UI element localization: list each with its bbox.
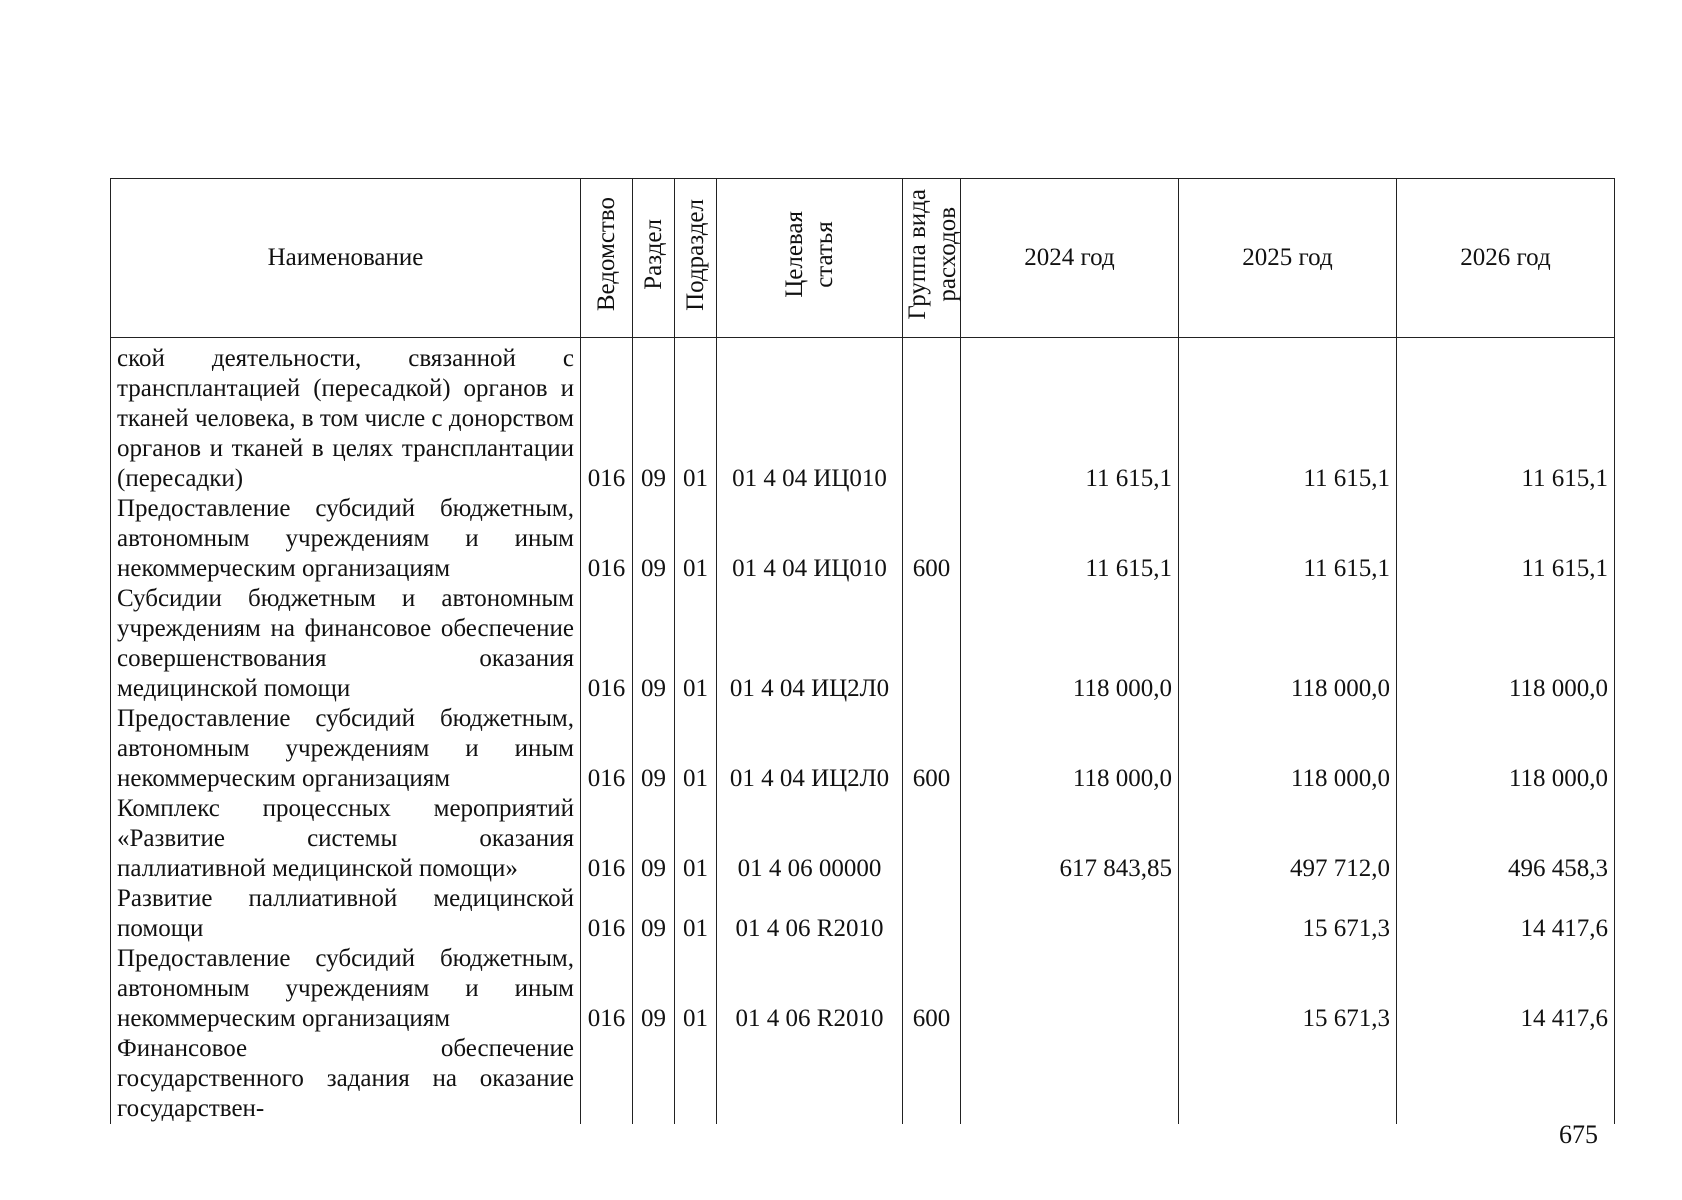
row-razdel: 09 bbox=[633, 338, 675, 495]
row-razdel: 09 bbox=[633, 884, 675, 944]
row-group bbox=[903, 884, 961, 944]
header-vedomstvo: Ведомство bbox=[581, 179, 633, 338]
row-2024 bbox=[961, 884, 1179, 944]
row-2025: 11 615,1 bbox=[1179, 338, 1397, 495]
row-2026: 14 417,6 bbox=[1397, 944, 1615, 1034]
row-2025: 118 000,0 bbox=[1179, 584, 1397, 704]
row-target: 01 4 04 ИЦ2Л0 bbox=[717, 584, 903, 704]
row-target bbox=[717, 1034, 903, 1124]
row-name: Предоставление субсидий бюджетным, автономным учреждениям и иным некоммерческим организациям bbox=[111, 494, 581, 584]
header-year-2026: 2026 год bbox=[1397, 179, 1615, 338]
row-2025: 118 000,0 bbox=[1179, 704, 1397, 794]
row-target: 01 4 04 ИЦ010 bbox=[717, 494, 903, 584]
table-row bbox=[111, 494, 1615, 584]
header-target-article: Целевая статья bbox=[717, 179, 903, 338]
table-header-row bbox=[111, 179, 1615, 338]
row-2024: 118 000,0 bbox=[961, 704, 1179, 794]
row-target: 01 4 04 ИЦ2Л0 bbox=[717, 704, 903, 794]
row-vedomstvo: 016 bbox=[581, 884, 633, 944]
table-row bbox=[111, 884, 1615, 944]
row-vedomstvo: 016 bbox=[581, 584, 633, 704]
row-podrazdel: 01 bbox=[675, 494, 717, 584]
row-group bbox=[903, 1034, 961, 1124]
table-row bbox=[111, 794, 1615, 884]
row-razdel: 09 bbox=[633, 704, 675, 794]
header-podrazdel: Подраздел bbox=[675, 179, 717, 338]
row-podrazdel: 01 bbox=[675, 884, 717, 944]
header-razdel: Раздел bbox=[633, 179, 675, 338]
row-2026: 118 000,0 bbox=[1397, 704, 1615, 794]
row-group bbox=[903, 338, 961, 495]
row-name: Субсидии бюджетным и автономным учреждениям на финансовое обеспечение совершенствования оказания медицинской помощи bbox=[111, 584, 581, 704]
row-2026 bbox=[1397, 1034, 1615, 1124]
row-vedomstvo: 016 bbox=[581, 794, 633, 884]
row-2024: 118 000,0 bbox=[961, 584, 1179, 704]
row-group bbox=[903, 794, 961, 884]
row-2026: 11 615,1 bbox=[1397, 338, 1615, 495]
row-group: 600 bbox=[903, 494, 961, 584]
row-2025 bbox=[1179, 1034, 1397, 1124]
row-group bbox=[903, 584, 961, 704]
row-2025: 15 671,3 bbox=[1179, 944, 1397, 1034]
row-podrazdel: 01 bbox=[675, 338, 717, 495]
table-row bbox=[111, 338, 1615, 495]
row-2026: 14 417,6 bbox=[1397, 884, 1615, 944]
row-target: 01 4 06 R2010 bbox=[717, 944, 903, 1034]
row-name: Комплекс процессных мероприятий «Развитие системы оказания паллиативной медицинской помощи» bbox=[111, 794, 581, 884]
table-row bbox=[111, 944, 1615, 1034]
row-vedomstvo: 016 bbox=[581, 494, 633, 584]
row-2026: 118 000,0 bbox=[1397, 584, 1615, 704]
row-target: 01 4 04 ИЦ010 bbox=[717, 338, 903, 495]
row-2025: 11 615,1 bbox=[1179, 494, 1397, 584]
row-name: ской деятельности, связанной с трансплантацией (пересадкой) органов и тканей человека, в том числе с донорством органов и тканей в целях трансплантации (пересадки) bbox=[111, 338, 581, 495]
row-2026: 11 615,1 bbox=[1397, 494, 1615, 584]
row-2024 bbox=[961, 1034, 1179, 1124]
row-name: Развитие паллиативной медицинской помощи bbox=[111, 884, 581, 944]
table-row bbox=[111, 1034, 1615, 1124]
row-2024: 11 615,1 bbox=[961, 494, 1179, 584]
row-target: 01 4 06 R2010 bbox=[717, 884, 903, 944]
table-row bbox=[111, 584, 1615, 704]
row-vedomstvo: 016 bbox=[581, 338, 633, 495]
table-row bbox=[111, 704, 1615, 794]
row-name: Финансовое обеспечение государственного задания на оказание государствен- bbox=[111, 1034, 581, 1124]
row-group: 600 bbox=[903, 704, 961, 794]
row-razdel: 09 bbox=[633, 584, 675, 704]
row-podrazdel: 01 bbox=[675, 584, 717, 704]
header-year-2025: 2025 год bbox=[1179, 179, 1397, 338]
row-razdel: 09 bbox=[633, 794, 675, 884]
row-podrazdel: 01 bbox=[675, 794, 717, 884]
row-2026: 496 458,3 bbox=[1397, 794, 1615, 884]
row-2024: 11 615,1 bbox=[961, 338, 1179, 495]
row-podrazdel bbox=[675, 1034, 717, 1124]
row-name: Предоставление субсидий бюджетным, автономным учреждениям и иным некоммерческим организациям bbox=[111, 944, 581, 1034]
row-2024 bbox=[961, 944, 1179, 1034]
row-2025: 15 671,3 bbox=[1179, 884, 1397, 944]
row-vedomstvo: 016 bbox=[581, 704, 633, 794]
row-razdel: 09 bbox=[633, 944, 675, 1034]
row-podrazdel: 01 bbox=[675, 704, 717, 794]
row-2025: 497 712,0 bbox=[1179, 794, 1397, 884]
row-razdel: 09 bbox=[633, 494, 675, 584]
header-year-2024: 2024 год bbox=[961, 179, 1179, 338]
row-name: Предоставление субсидий бюджетным, автономным учреждениям и иным некоммерческим организациям bbox=[111, 704, 581, 794]
budget-table bbox=[110, 178, 1615, 1124]
row-group: 600 bbox=[903, 944, 961, 1034]
row-vedomstvo: 016 bbox=[581, 944, 633, 1034]
row-target: 01 4 06 00000 bbox=[717, 794, 903, 884]
row-2024: 617 843,85 bbox=[961, 794, 1179, 884]
header-name: Наименование bbox=[111, 179, 581, 338]
row-vedomstvo bbox=[581, 1034, 633, 1124]
row-razdel bbox=[633, 1034, 675, 1124]
row-podrazdel: 01 bbox=[675, 944, 717, 1034]
header-expense-group: Группа вида расходов bbox=[903, 179, 961, 338]
page-number: 675 bbox=[1559, 1120, 1598, 1149]
